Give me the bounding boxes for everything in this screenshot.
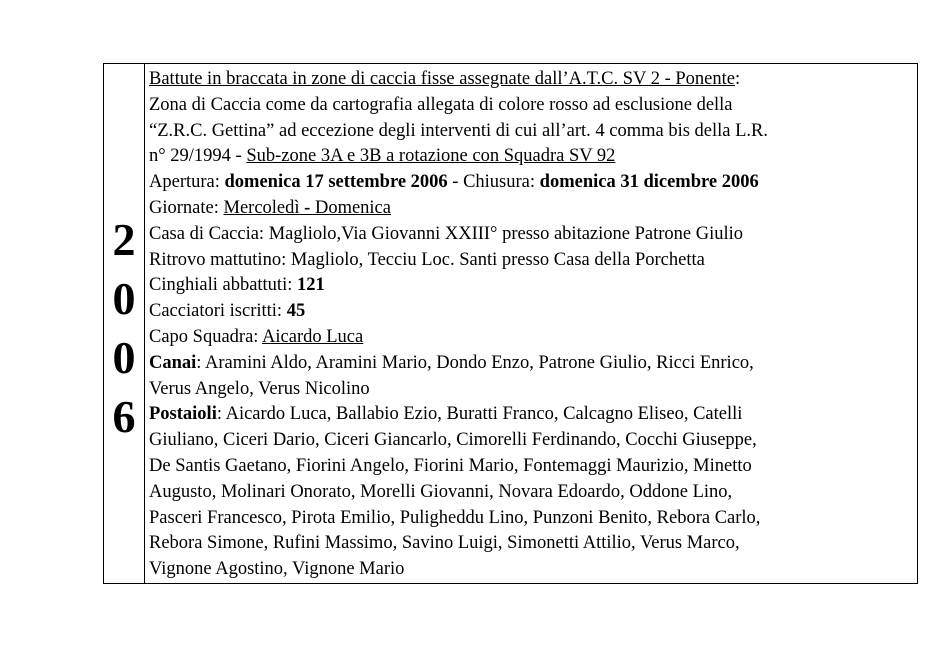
giornate-label: Giornate: <box>149 197 224 218</box>
capo-squadra-line <box>149 325 913 351</box>
cacciatori-line <box>149 299 913 325</box>
ritrovo-line: Ritrovo mattutino: Magliolo, Tecciu Loc. Santi presso Casa della Porchetta <box>149 249 705 270</box>
details-cell <box>145 64 918 584</box>
cinghiali-line <box>149 273 913 299</box>
cinghiali-label: Cinghiali abbattuti: <box>149 275 297 296</box>
intro-heading: Battute in braccata in zone di caccia fisse assegnate dall’A.T.C. SV 2 - Ponente <box>149 69 735 89</box>
cinghiali-value: 121 <box>296 275 325 296</box>
canai-label: Canai <box>149 352 197 373</box>
canai-names-1: : Aramini Aldo, Aramini Mario, Dondo Enzo, Patrone Giulio, Ricci Enrico, <box>196 352 754 373</box>
casa-di-caccia-line: Casa di Caccia: Magliolo,Via Giovanni XXIII° presso abitazione Patrone Giulio <box>149 223 744 244</box>
postaioli-line-1 <box>149 402 913 428</box>
postaioli-line-5: Pasceri Francesco, Pirota Emilio, Puligheddu Lino, Punzoni Benito, Rebora Carlo, <box>149 507 761 528</box>
cacciatori-value: 45 <box>286 301 306 322</box>
cacciatori-label: Cacciatori iscritti: <box>149 301 287 322</box>
intro-line-3: “Z.R.C. Gettina” ad eccezione degli interventi di cui all’art. 4 comma bis della L.R. <box>149 120 769 141</box>
apertura-value: domenica 17 settembre 2006 <box>224 172 448 193</box>
intro-line-4 <box>149 144 913 170</box>
chiusura-value: domenica 31 dicembre 2006 <box>539 172 759 193</box>
intro-heading-suffix: : <box>734 69 741 89</box>
year-digit: 6 <box>112 391 136 442</box>
postaioli-line-3: De Santis Gaetano, Fiorini Angelo, Fiorini Mario, Fontemaggi Maurizio, Minetto <box>149 455 752 476</box>
intro-line-2: Zona di Caccia come da cartografia allegata di colore rosso ad esclusione della <box>149 94 733 115</box>
year-digit: 0 <box>112 273 136 324</box>
giornate-sep: - <box>299 197 315 218</box>
capo-value: Aicardo Luca <box>262 326 364 347</box>
apertura-label: Apertura: <box>149 172 225 193</box>
canai-line-2: Verus Angelo, Verus Nicolino <box>149 378 370 399</box>
postaioli-line-7: Vignone Agostino, Vignone Mario <box>149 559 405 580</box>
year-vertical <box>104 210 144 446</box>
giornate-day1: Mercoledì <box>223 197 300 218</box>
postaioli-names-1: : Aicardo Luca, Ballabio Ezio, Buratti Franco, Calcagno Eliseo, Catelli <box>216 404 743 425</box>
year-cell <box>104 64 145 584</box>
capo-label: Capo Squadra: <box>149 326 263 347</box>
canai-line-1 <box>149 351 913 377</box>
giornate-day2: Domenica <box>314 197 391 218</box>
postaioli-line-2: Giuliano, Ciceri Dario, Ciceri Giancarlo, Cimorelli Ferdinando, Cocchi Giuseppe, <box>149 430 757 451</box>
squad-record-table <box>103 63 918 584</box>
intro-heading-line <box>149 67 913 93</box>
giornate-line <box>149 196 913 222</box>
subzone-link: Sub-zone 3A e 3B a rotazione con Squadra SV 92 <box>246 146 616 167</box>
year-digit: 0 <box>112 332 136 383</box>
table-row <box>104 64 918 584</box>
postaioli-label: Postaioli <box>149 404 217 425</box>
year-digit: 2 <box>112 214 136 265</box>
postaioli-line-4: Augusto, Molinari Onorato, Morelli Giovanni, Novara Edoardo, Oddone Lino, <box>149 481 733 502</box>
postaioli-line-6: Rebora Simone, Rufini Massimo, Savino Luigi, Simonetti Attilio, Verus Marco, <box>149 533 740 554</box>
apertura-line <box>149 170 913 196</box>
chiusura-label: - Chiusura: <box>447 172 540 193</box>
intro-line-4-prefix: n° 29/1994 - <box>149 146 247 167</box>
